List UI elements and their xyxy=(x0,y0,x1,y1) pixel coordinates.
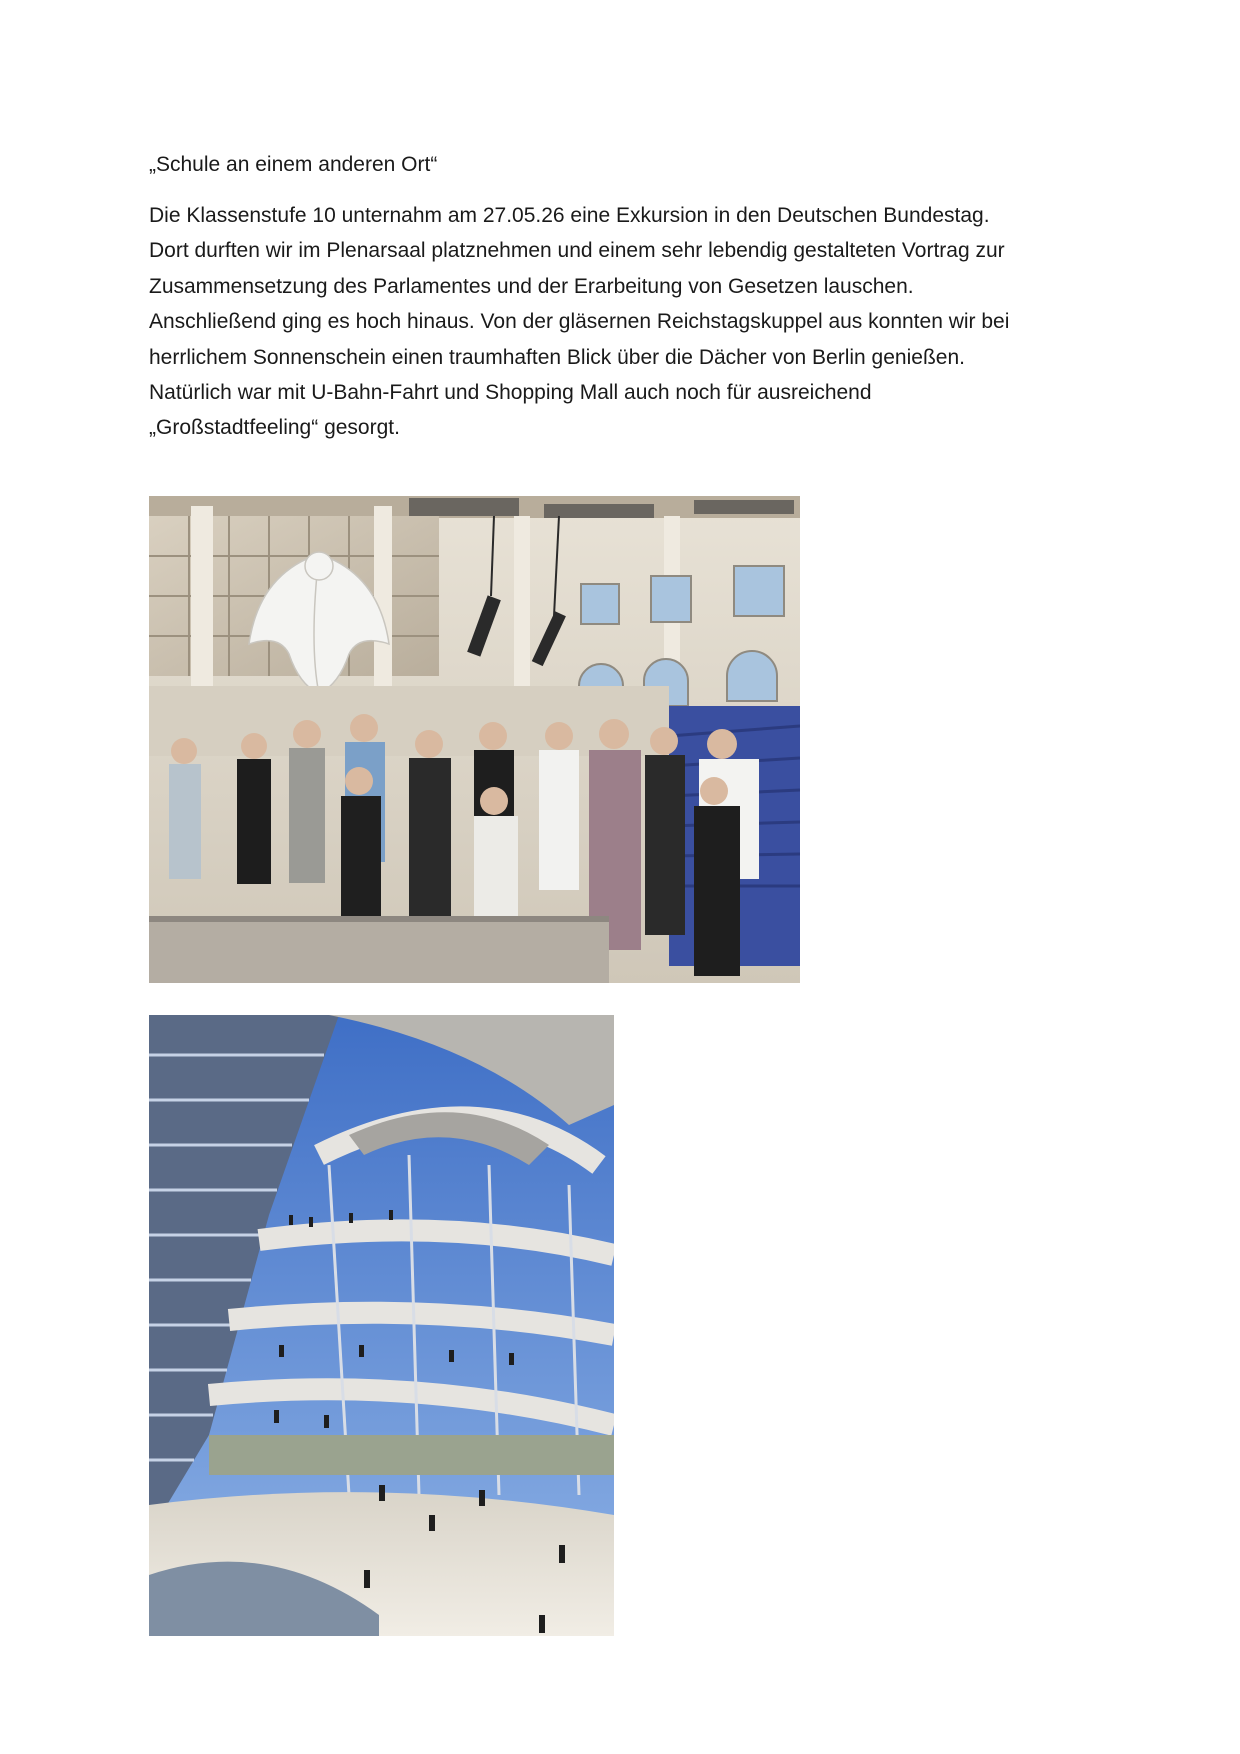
paragraph-line: herrlichem Sonnenschein einen traumhaften Blick über die Dächer von Berlin genießen. xyxy=(149,345,965,369)
group-photo-icon xyxy=(149,496,800,983)
document-title: „Schule an einem anderen Ort“ xyxy=(149,153,438,176)
document-paragraph xyxy=(149,198,1129,446)
reichstag-dome-photo xyxy=(149,1015,614,1636)
paragraph-line: Anschließend ging es hoch hinaus. Von der gläsernen Reichstagskuppel aus konnten wir bei xyxy=(149,310,1010,334)
plenary-group-photo xyxy=(149,496,800,983)
paragraph-line: „Großstadtfeeling“ gesorgt. xyxy=(149,416,400,440)
paragraph-line: Die Klassenstufe 10 unternahm am 27.05.26 eine Exkursion in den Deutschen Bundestag. xyxy=(149,204,990,227)
paragraph-line: Zusammensetzung des Parlamentes und der Erarbeitung von Gesetzen lauschen. xyxy=(149,274,914,298)
paragraph-line: Dort durften wir im Plenarsaal platznehmen und einem sehr lebendig gestalteten Vortrag zur xyxy=(149,239,1005,263)
glass-dome-photo-icon xyxy=(149,1015,614,1636)
paragraph-line: Natürlich war mit U-Bahn-Fahrt und Shopping Mall auch noch für ausreichend xyxy=(149,381,872,405)
